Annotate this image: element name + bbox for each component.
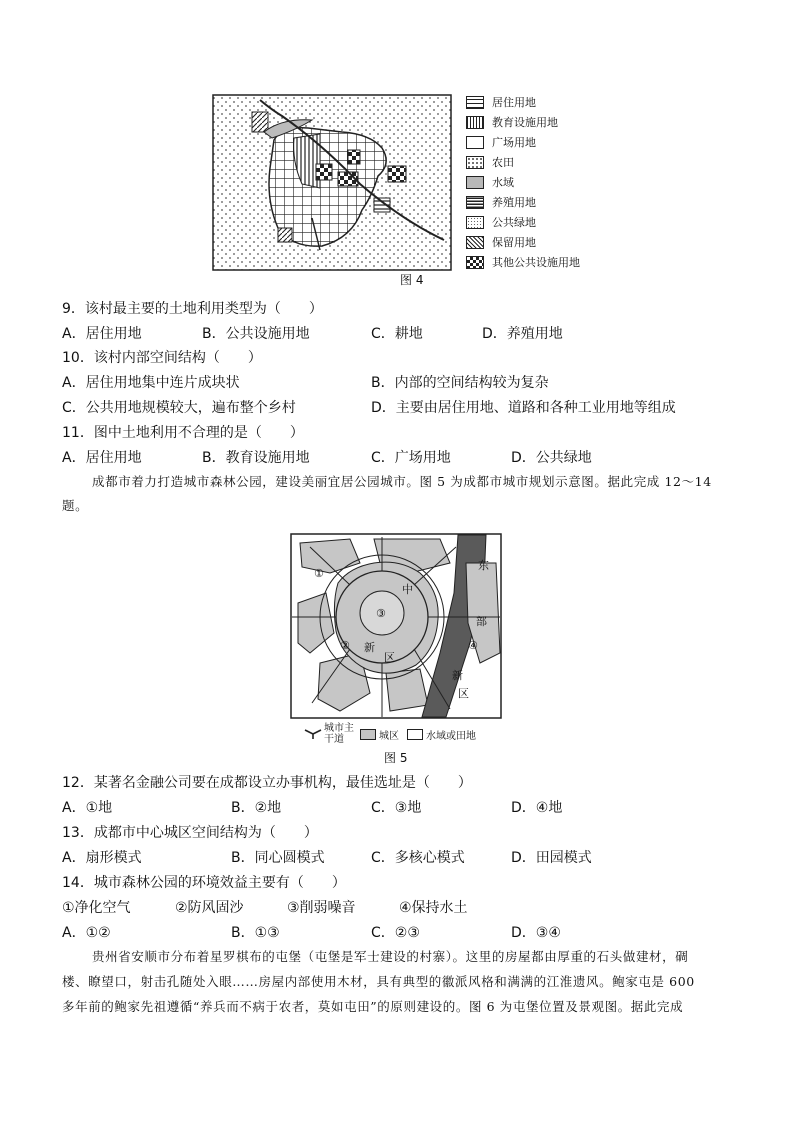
urban-area-legend-swatch-icon: [360, 729, 376, 740]
figure-4-legend: [466, 94, 596, 274]
intro-paragraph-12-14-line2: 题。: [62, 498, 89, 513]
legend-label: 公共绿地: [492, 216, 536, 229]
figure-5: [290, 533, 502, 765]
q11-option-c[interactable]: C．广场用地: [371, 450, 451, 466]
question-13-stem: 13．成都市中心城区空间结构为（ ）: [62, 825, 318, 841]
q12-option-d[interactable]: D．④地: [511, 800, 563, 816]
map-label-3: ③: [376, 607, 386, 620]
legend-label: 水域: [492, 176, 514, 189]
q14-item-4: ④保持水土: [399, 900, 468, 916]
q9-option-d[interactable]: D．养殖用地: [482, 326, 563, 342]
checker-swatch-icon: [466, 256, 484, 269]
legend-item: [466, 154, 514, 170]
legend-item: [466, 194, 536, 210]
figure-5-legend: [304, 723, 476, 745]
intro-paragraph-tunbao-line1: 贵州省安顺市分布着星罗棋布的屯堡（屯堡是军士建设的村寨）。这里的房屋都由厚重的石头做建材，碉: [92, 949, 689, 964]
map-label-bu: 部: [476, 615, 487, 628]
q14-option-a[interactable]: A．①②: [62, 925, 111, 941]
legend-label: 教育设施用地: [492, 116, 558, 129]
figure-5-caption: 图 5: [384, 751, 408, 765]
legend-label: 其他公共设施用地: [492, 256, 580, 269]
q11-option-d[interactable]: D．公共绿地: [511, 450, 592, 466]
water-farmland-legend-swatch-icon: [407, 729, 423, 740]
map-label-4: ④: [468, 639, 478, 652]
q14-item-3: ③削弱噪音: [287, 900, 356, 916]
horizontal-lines-swatch-icon: [466, 196, 484, 209]
legend-label-urban: 城区: [379, 730, 399, 742]
legend-label-water-farmland: 水域或田地: [426, 730, 476, 742]
legend-label: 居住用地: [492, 96, 536, 109]
legend-label: 养殖用地: [492, 196, 536, 209]
map-label-xin: 新: [364, 641, 375, 654]
map-label-2: ②: [340, 639, 350, 652]
legend-item: [466, 134, 536, 150]
intro-paragraph-12-14-line1: 成都市着力打造城市森林公园，建设美丽宜居公园城市。图 5 为成都市城市规划示意图。据此完成 12～14: [92, 474, 712, 489]
q12-option-b[interactable]: B．②地: [231, 800, 282, 816]
q13-option-c[interactable]: C．多核心模式: [371, 850, 465, 866]
q14-option-b[interactable]: B．①③: [231, 925, 280, 941]
legend-label: 保留用地: [492, 236, 536, 249]
map-label-1: ①: [314, 567, 324, 580]
question-14-stem: 14．城市森林公园的环境效益主要有（ ）: [62, 875, 346, 891]
question-11-stem: 11．图中土地利用不合理的是（ ）: [62, 425, 304, 441]
legend-item: [466, 234, 536, 250]
intro-paragraph-tunbao-line3: 多年前的鲍家先祖遵循“养兵而不病于农者，莫如屯田”的原则建设的。图 6 为屯堡位置及景观图。据此完成: [62, 999, 684, 1014]
q11-option-a[interactable]: A．居住用地: [62, 450, 142, 466]
grid-swatch-icon: [466, 96, 484, 109]
q14-item-1: ①净化空气: [62, 900, 131, 916]
map-label-dong: 东: [478, 559, 489, 572]
legend-item: [466, 94, 536, 110]
intro-paragraph-tunbao-line2: 楼、瞭望口，射击孔随处入眼……房屋内部使用木材，具有典型的徽派风格和满满的江淮遗风。鲍家屯是 600: [62, 974, 695, 989]
chengdu-planning-map: [290, 533, 502, 719]
q12-option-a[interactable]: A．①地: [62, 800, 113, 816]
map-label-zhong: 中: [402, 583, 413, 596]
village-land-use-map: [212, 88, 452, 274]
legend-label: 广场用地: [492, 136, 536, 149]
fine-dot-swatch-icon: [466, 216, 484, 229]
q10-option-c[interactable]: C．公共用地规模较大，遍布整个乡村: [62, 400, 296, 416]
legend-item: [466, 114, 558, 130]
figure-4-caption: 图 4: [400, 273, 424, 287]
q12-option-c[interactable]: C．③地: [371, 800, 422, 816]
q13-option-d[interactable]: D．田园模式: [511, 850, 592, 866]
gray-swatch-icon: [466, 176, 484, 189]
q9-option-b[interactable]: B．公共设施用地: [202, 326, 310, 342]
dotted-swatch-icon: [466, 156, 484, 169]
q10-option-a[interactable]: A．居住用地集中连片成块状: [62, 375, 240, 391]
question-12-stem: 12．某著名金融公司要在成都设立办事机构，最佳选址是（ ）: [62, 775, 472, 791]
legend-label: 农田: [492, 156, 514, 169]
vertical-lines-swatch-icon: [466, 116, 484, 129]
main-road-legend-icon: [304, 728, 322, 740]
map-label-qu: 区: [384, 651, 395, 664]
q13-option-a[interactable]: A．扇形模式: [62, 850, 142, 866]
q13-option-b[interactable]: B．同心圆模式: [231, 850, 325, 866]
q10-option-b[interactable]: B．内部的空间结构较为复杂: [371, 375, 549, 391]
map-label-qu2: 区: [458, 687, 469, 700]
q11-option-b[interactable]: B．教育设施用地: [202, 450, 310, 466]
q14-option-d[interactable]: D．③④: [511, 925, 561, 941]
legend-item: [466, 254, 580, 270]
blank-swatch-icon: [466, 136, 484, 149]
figure-4: [212, 88, 592, 288]
q14-item-2: ②防风固沙: [175, 900, 244, 916]
map-label-xin2: 新: [452, 669, 463, 682]
question-9-stem: 9．该村最主要的土地利用类型为（ ）: [62, 301, 323, 317]
diagonal-lines-swatch-icon: [466, 236, 484, 249]
q9-option-c[interactable]: C．耕地: [371, 326, 423, 342]
legend-label-main-road: 城市主干道: [324, 723, 354, 745]
q10-option-d[interactable]: D．主要由居住用地、道路和各种工业用地等组成: [371, 400, 676, 416]
question-10-stem: 10．该村内部空间结构（ ）: [62, 350, 262, 366]
legend-item: [466, 174, 514, 190]
q9-option-a[interactable]: A．居住用地: [62, 326, 142, 342]
legend-item: [466, 214, 536, 230]
q14-option-c[interactable]: C．②③: [371, 925, 420, 941]
